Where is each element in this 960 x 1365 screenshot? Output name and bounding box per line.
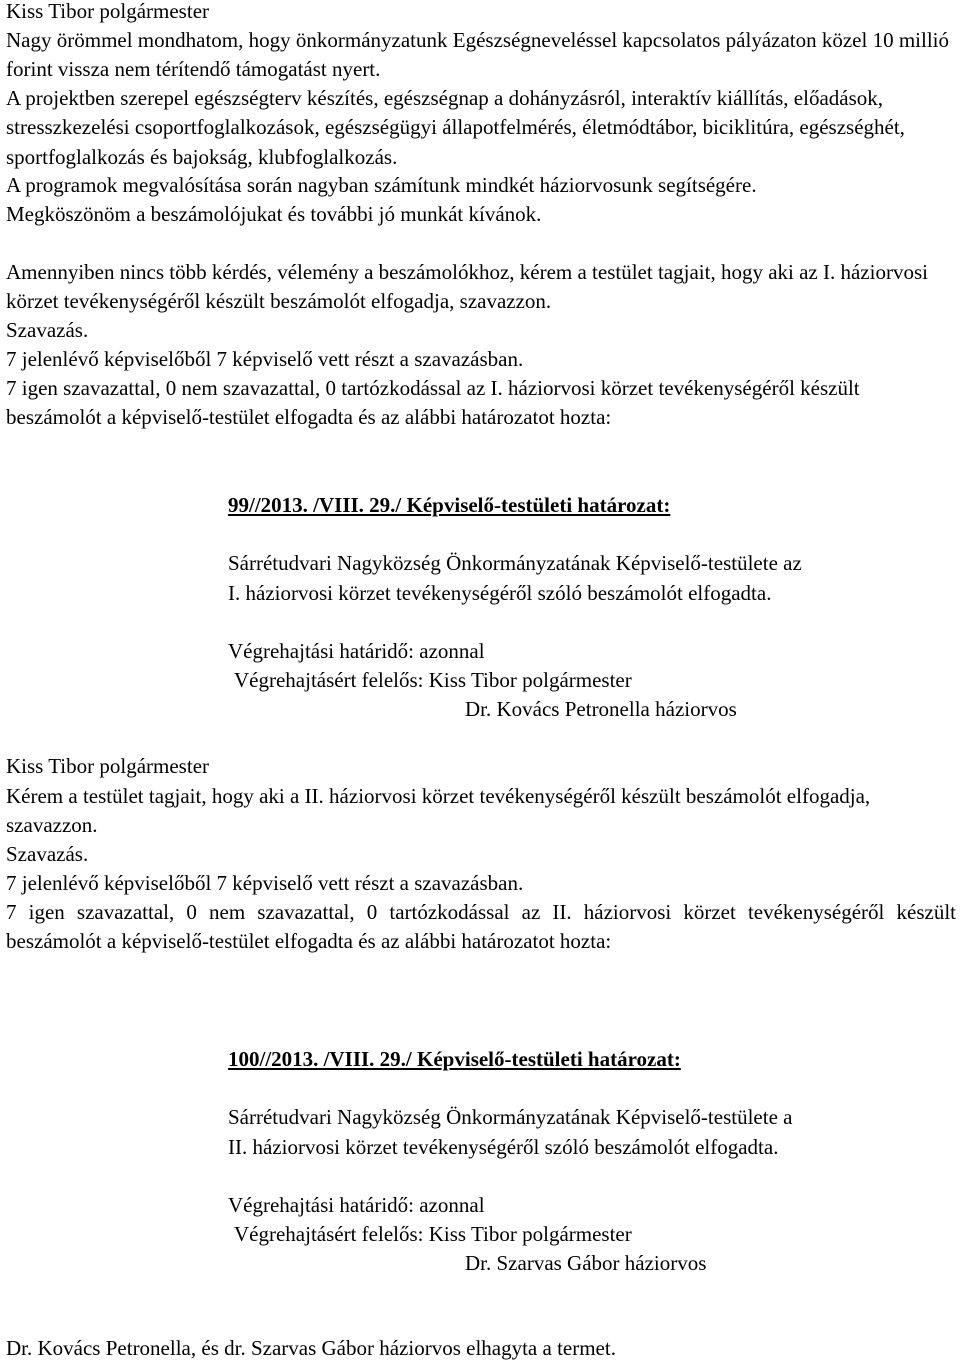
paragraph-thanks: Megköszönöm a beszámolójukat és további jó munkát kívánok. [6, 202, 542, 226]
vote-participation: 7 jelenlévő képviselőből 7 képviselő vett részt a szavazásban. [6, 871, 524, 895]
vote-result: 7 igen szavazattal, 0 nem szavazattal, 0 tartózkodással az I. háziorvosi körzet tevékenységéről készült beszámolót a képviselő-testület elfogadta és az alábbi határozatot hozta: [6, 376, 860, 430]
resolution-text-line: Sárrétudvari Nagyközség Önkormányzatának Képviselő-testülete az [228, 551, 802, 576]
resolution-responsible-secondary: Dr. Szarvas Gábor háziorvos [465, 1251, 707, 1276]
resolution-responsible: Végrehajtásért felelős: Kiss Tibor polgármester [234, 668, 632, 693]
resolution-text-line: Sárrétudvari Nagyközség Önkormányzatának Képviselő-testülete a [228, 1105, 793, 1130]
resolution-block [228, 1045, 928, 1279]
paragraph-project: A projektben szerepel egészségterv készítés, egészségnap a dohányzásról, interaktív kiállítás, előadások, stresszkezelési csoportfoglalkozások, egészségügyi állapotfelmérés, életmódtábor, biciklitúra, egészséghét, sportfoglalkozás és bajokság, klubfoglalkozás. [6, 86, 905, 169]
paragraph-vote-request: Kérem a testület tagjait, hogy aki a II. háziorvosi körzet tevékenységéről készült beszámolót elfogadja, szavazzon. [6, 784, 871, 838]
closing-note: Dr. Kovács Petronella, és dr. Szarvas Gábor háziorvos elhagyta a termet. [6, 1336, 616, 1360]
resolution-deadline: Végrehajtási határidő: azonnal [228, 638, 485, 663]
vote-label: Szavazás. [6, 318, 89, 342]
resolution-responsible-secondary: Dr. Kovács Petronella háziorvos [465, 697, 737, 722]
vote-result: 7 igen szavazattal, 0 nem szavazattal, 0 tartózkodással az II. háziorvosi körzet tevékenységéről készült beszámolót a képviselő-testület elfogadta és az alábbi határozatot hozta: [6, 900, 956, 954]
resolution-block [228, 491, 928, 725]
resolution-responsible: Végrehajtásért felelős: Kiss Tibor polgármester [234, 1222, 632, 1247]
resolution-text-line: I. háziorvosi körzet tevékenységéről szóló beszámolót elfogadta. [228, 580, 772, 605]
vote-label: Szavazás. [6, 842, 89, 866]
resolution-title: 99//2013. /VIII. 29./ Képviselő-testületi határozat: [228, 493, 671, 517]
resolution-text-line: II. háziorvosi körzet tevékenységéről szóló beszámolót elfogadta. [228, 1134, 779, 1159]
speaker-label: Kiss Tibor polgármester [6, 754, 210, 778]
speaker-label: Kiss Tibor polgármester [6, 0, 210, 23]
vote-participation: 7 jelenlévő képviselőből 7 képviselő vett részt a szavazásban. [6, 347, 524, 371]
paragraph-grant: Nagy örömmel mondhatom, hogy önkormányzatunk Egészségneveléssel kapcsolatos pályázaton közel 10 millió forint vissza nem térítendő támogatást nyert. [6, 28, 950, 82]
paragraph-vote-request: Amennyiben nincs több kérdés, vélemény a beszámolókhoz, kérem a testület tagjait, hogy aki az I. háziorvosi körzet tevékenységéről készült beszámolót elfogadja, szavazzon. [6, 260, 928, 314]
resolution-title: 100//2013. /VIII. 29./ Képviselő-testületi határozat: [228, 1047, 681, 1071]
paragraph-programs: A programok megvalósítása során nagyban számítunk mindkét háziorvosunk segítségére. [6, 173, 757, 197]
resolution-deadline: Végrehajtási határidő: azonnal [228, 1192, 485, 1217]
